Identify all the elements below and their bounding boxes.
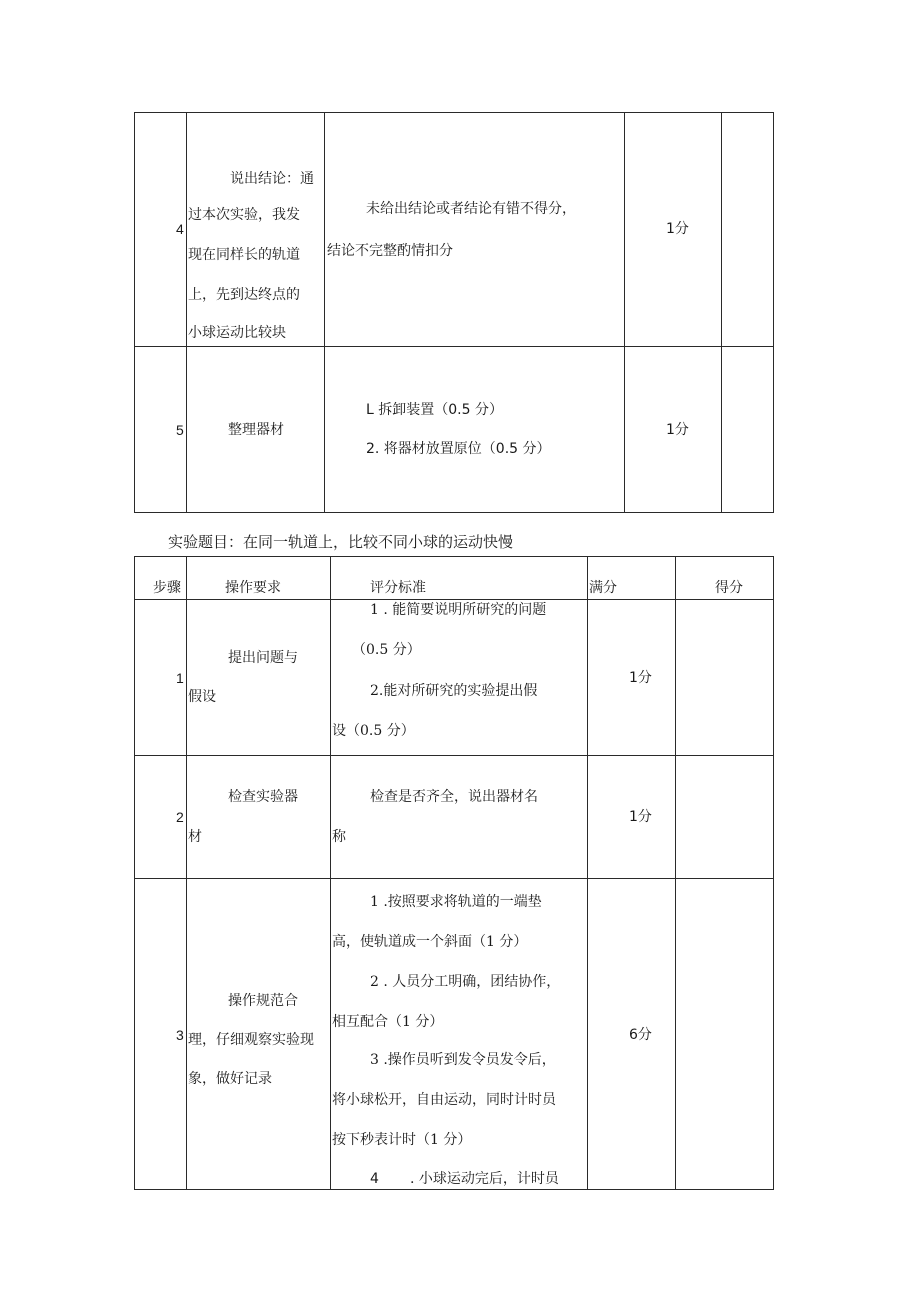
table-1-border [134, 346, 774, 347]
criteria-text: 3 .操作员听到发令员发令后， [370, 1052, 556, 1068]
criteria-text: 2. 将器材放置原位（0.5 分） [366, 441, 551, 457]
table-2-border [134, 755, 774, 756]
full-score: 1分 [629, 670, 652, 686]
criteria-text: 按下秒表计时（1 分） [332, 1132, 472, 1148]
table-1-border [134, 112, 135, 513]
table-2-border [186, 556, 187, 1190]
table-2-border [675, 556, 676, 1190]
table-1-border [186, 112, 187, 513]
criteria-text: 未给出结论或者结论有错不得分， [366, 201, 576, 217]
table-2-border [330, 556, 331, 1190]
table-1-border [324, 112, 325, 513]
criteria-text: 4 [370, 1171, 379, 1187]
table-2-border [134, 556, 135, 1190]
full-score: 1分 [666, 422, 689, 438]
table-1-border [134, 112, 774, 113]
requirement-text: 整理器材 [228, 422, 284, 438]
criteria-text: （0.5 分） [352, 642, 421, 658]
requirement-text: 过本次实验，我发 [188, 207, 300, 223]
table-2-border [134, 1189, 774, 1190]
requirement-text: 现在同样长的轨道 [188, 247, 300, 263]
table-1-border [624, 112, 625, 513]
requirement-text: 上，先到达终点的 [188, 287, 300, 303]
requirement-text: 提出问题与 [228, 650, 298, 666]
step-number: 4 [176, 221, 184, 237]
table-2-border [587, 556, 588, 1190]
criteria-text: 将小球松开，自由运动，同时计时员 [332, 1092, 556, 1108]
requirement-text: 材 [188, 829, 202, 845]
criteria-text: . 小球运动完后，计时员 [410, 1171, 559, 1187]
requirement-text: 假设 [188, 689, 216, 705]
requirement-text: 小球运动比较块 [188, 325, 286, 341]
table-2-border [134, 878, 774, 879]
step-number: 1 [176, 670, 184, 686]
criteria-text: 检查是否齐全，说出器材名 [370, 789, 538, 805]
criteria-text: 2 . 人员分工明确，团结协作， [370, 974, 561, 990]
criteria-text: 设（0.5 分） [332, 723, 415, 739]
requirement-text: 象，做好记录 [188, 1071, 272, 1087]
header-criteria: 评分标准 [370, 580, 426, 596]
experiment-title: 实验题目：在同一轨道上，比较不同小球的运动快慢 [168, 533, 514, 551]
criteria-text: 相互配合（1 分） [332, 1014, 444, 1030]
step-number: 2 [176, 809, 184, 825]
table-2-border [134, 556, 774, 557]
criteria-text: 1 . 能简要说明所研究的问题 [370, 602, 547, 618]
step-number: 3 [176, 1027, 184, 1043]
full-score: 6分 [629, 1027, 652, 1043]
step-number: 5 [176, 422, 184, 438]
criteria-text: 2.能对所研究的实验提出假 [370, 683, 538, 699]
requirement-text: 检查实验器 [228, 789, 298, 805]
criteria-text: 称 [332, 829, 346, 845]
requirement-text: 理，仔细观察实验现 [188, 1032, 314, 1048]
header-score: 得分 [715, 580, 743, 596]
table-2-border [773, 556, 774, 1190]
header-full-score: 满分 [589, 580, 617, 596]
full-score: 1分 [666, 221, 689, 237]
criteria-text: 结论不完整酌情扣分 [327, 243, 453, 259]
criteria-text: 1 .按照要求将轨道的一端垫 [370, 894, 542, 910]
requirement-text: 说出结论：通 [230, 171, 314, 187]
requirement-text: 操作规范合 [228, 993, 298, 1009]
full-score: 1分 [629, 809, 652, 825]
table-1-border [773, 112, 774, 513]
criteria-text: 高，使轨道成一个斜面（1 分） [332, 934, 528, 950]
table-1-border [721, 112, 722, 513]
header-requirement: 操作要求 [225, 580, 281, 596]
criteria-text: L 拆卸装置（0.5 分） [366, 402, 503, 418]
table-1-border [134, 512, 774, 513]
header-step: 步骤 [153, 580, 181, 596]
